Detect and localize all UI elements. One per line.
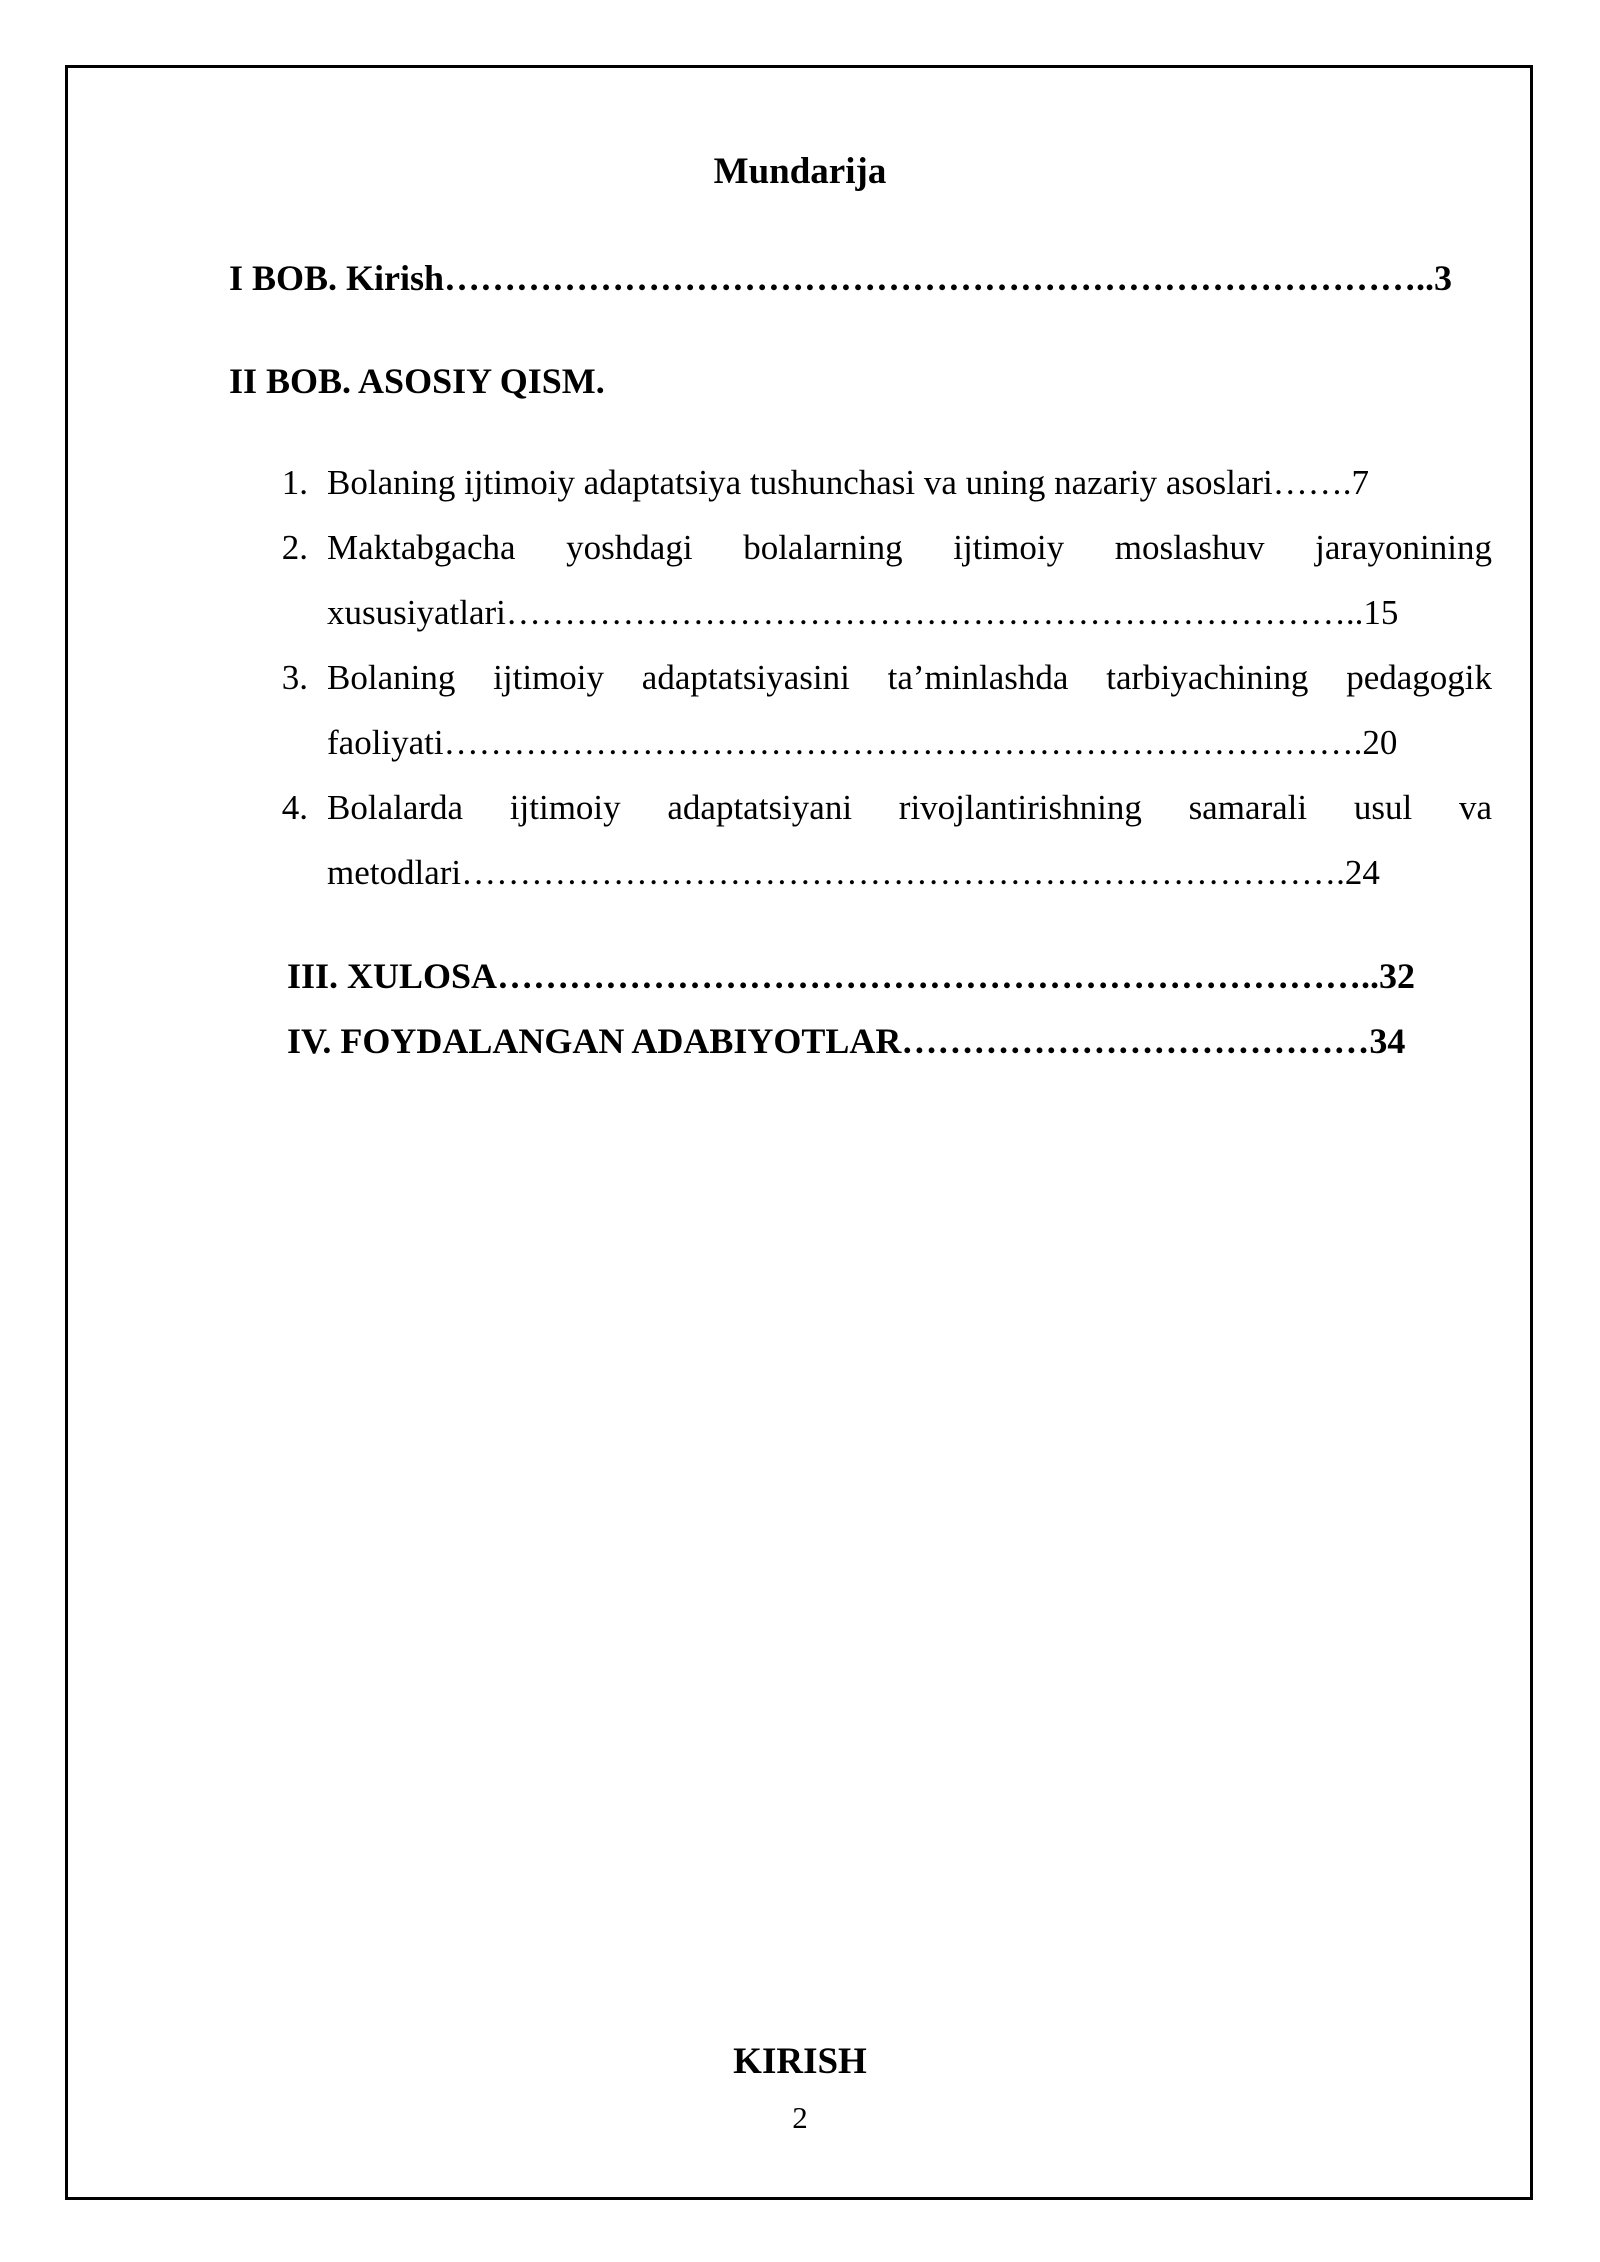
toc-item-4-line-2: metodlari………………………………………………………………….24 bbox=[327, 853, 1380, 892]
toc-entry-chapter-1: I BOB. Kirish………………………………………………………………………..3 bbox=[229, 258, 1453, 298]
toc-item-3-line-1: Bolaning ijtimoiy adaptatsiyasini ta’minlashda tarbiyachining pedagogik bbox=[327, 658, 1492, 697]
toc-entry-references: IV. FOYDALANGAN ADABIYOTLAR…………………………………34 bbox=[287, 1021, 1406, 1061]
toc-item-4-line-1: Bolalarda ijtimoiy adaptatsiyani rivojlantirishning samarali usul va bbox=[327, 788, 1492, 827]
toc-item-1-line-1: Bolaning ijtimoiy adaptatsiya tushunchasi va uning nazariy asoslari…….7 bbox=[327, 463, 1370, 502]
toc-item-2-line-1: Maktabgacha yoshdagi bolalarning ijtimoiy moslashuv jarayonining bbox=[327, 528, 1492, 567]
toc-item-2-line-2: xususiyatlari………………………………………………………………..15 bbox=[327, 593, 1399, 632]
page-number: 2 bbox=[792, 2100, 808, 2135]
toc-item-number: 4. bbox=[281, 788, 308, 827]
toc-item-number: 2. bbox=[281, 528, 308, 567]
toc-item-3-line-2: faoliyati…………………………………………………………………….20 bbox=[327, 723, 1398, 762]
toc-item-number: 1. bbox=[281, 463, 308, 502]
document-title: Mundarija bbox=[713, 151, 887, 192]
toc-item-number: 3. bbox=[281, 658, 308, 697]
toc-entry-chapter-2: II BOB. ASOSIY QISM. bbox=[229, 361, 605, 401]
next-section-heading: KIRISH bbox=[733, 2041, 867, 2082]
toc-entry-conclusion: III. XULOSA………………………………………………………………..32 bbox=[287, 956, 1416, 996]
